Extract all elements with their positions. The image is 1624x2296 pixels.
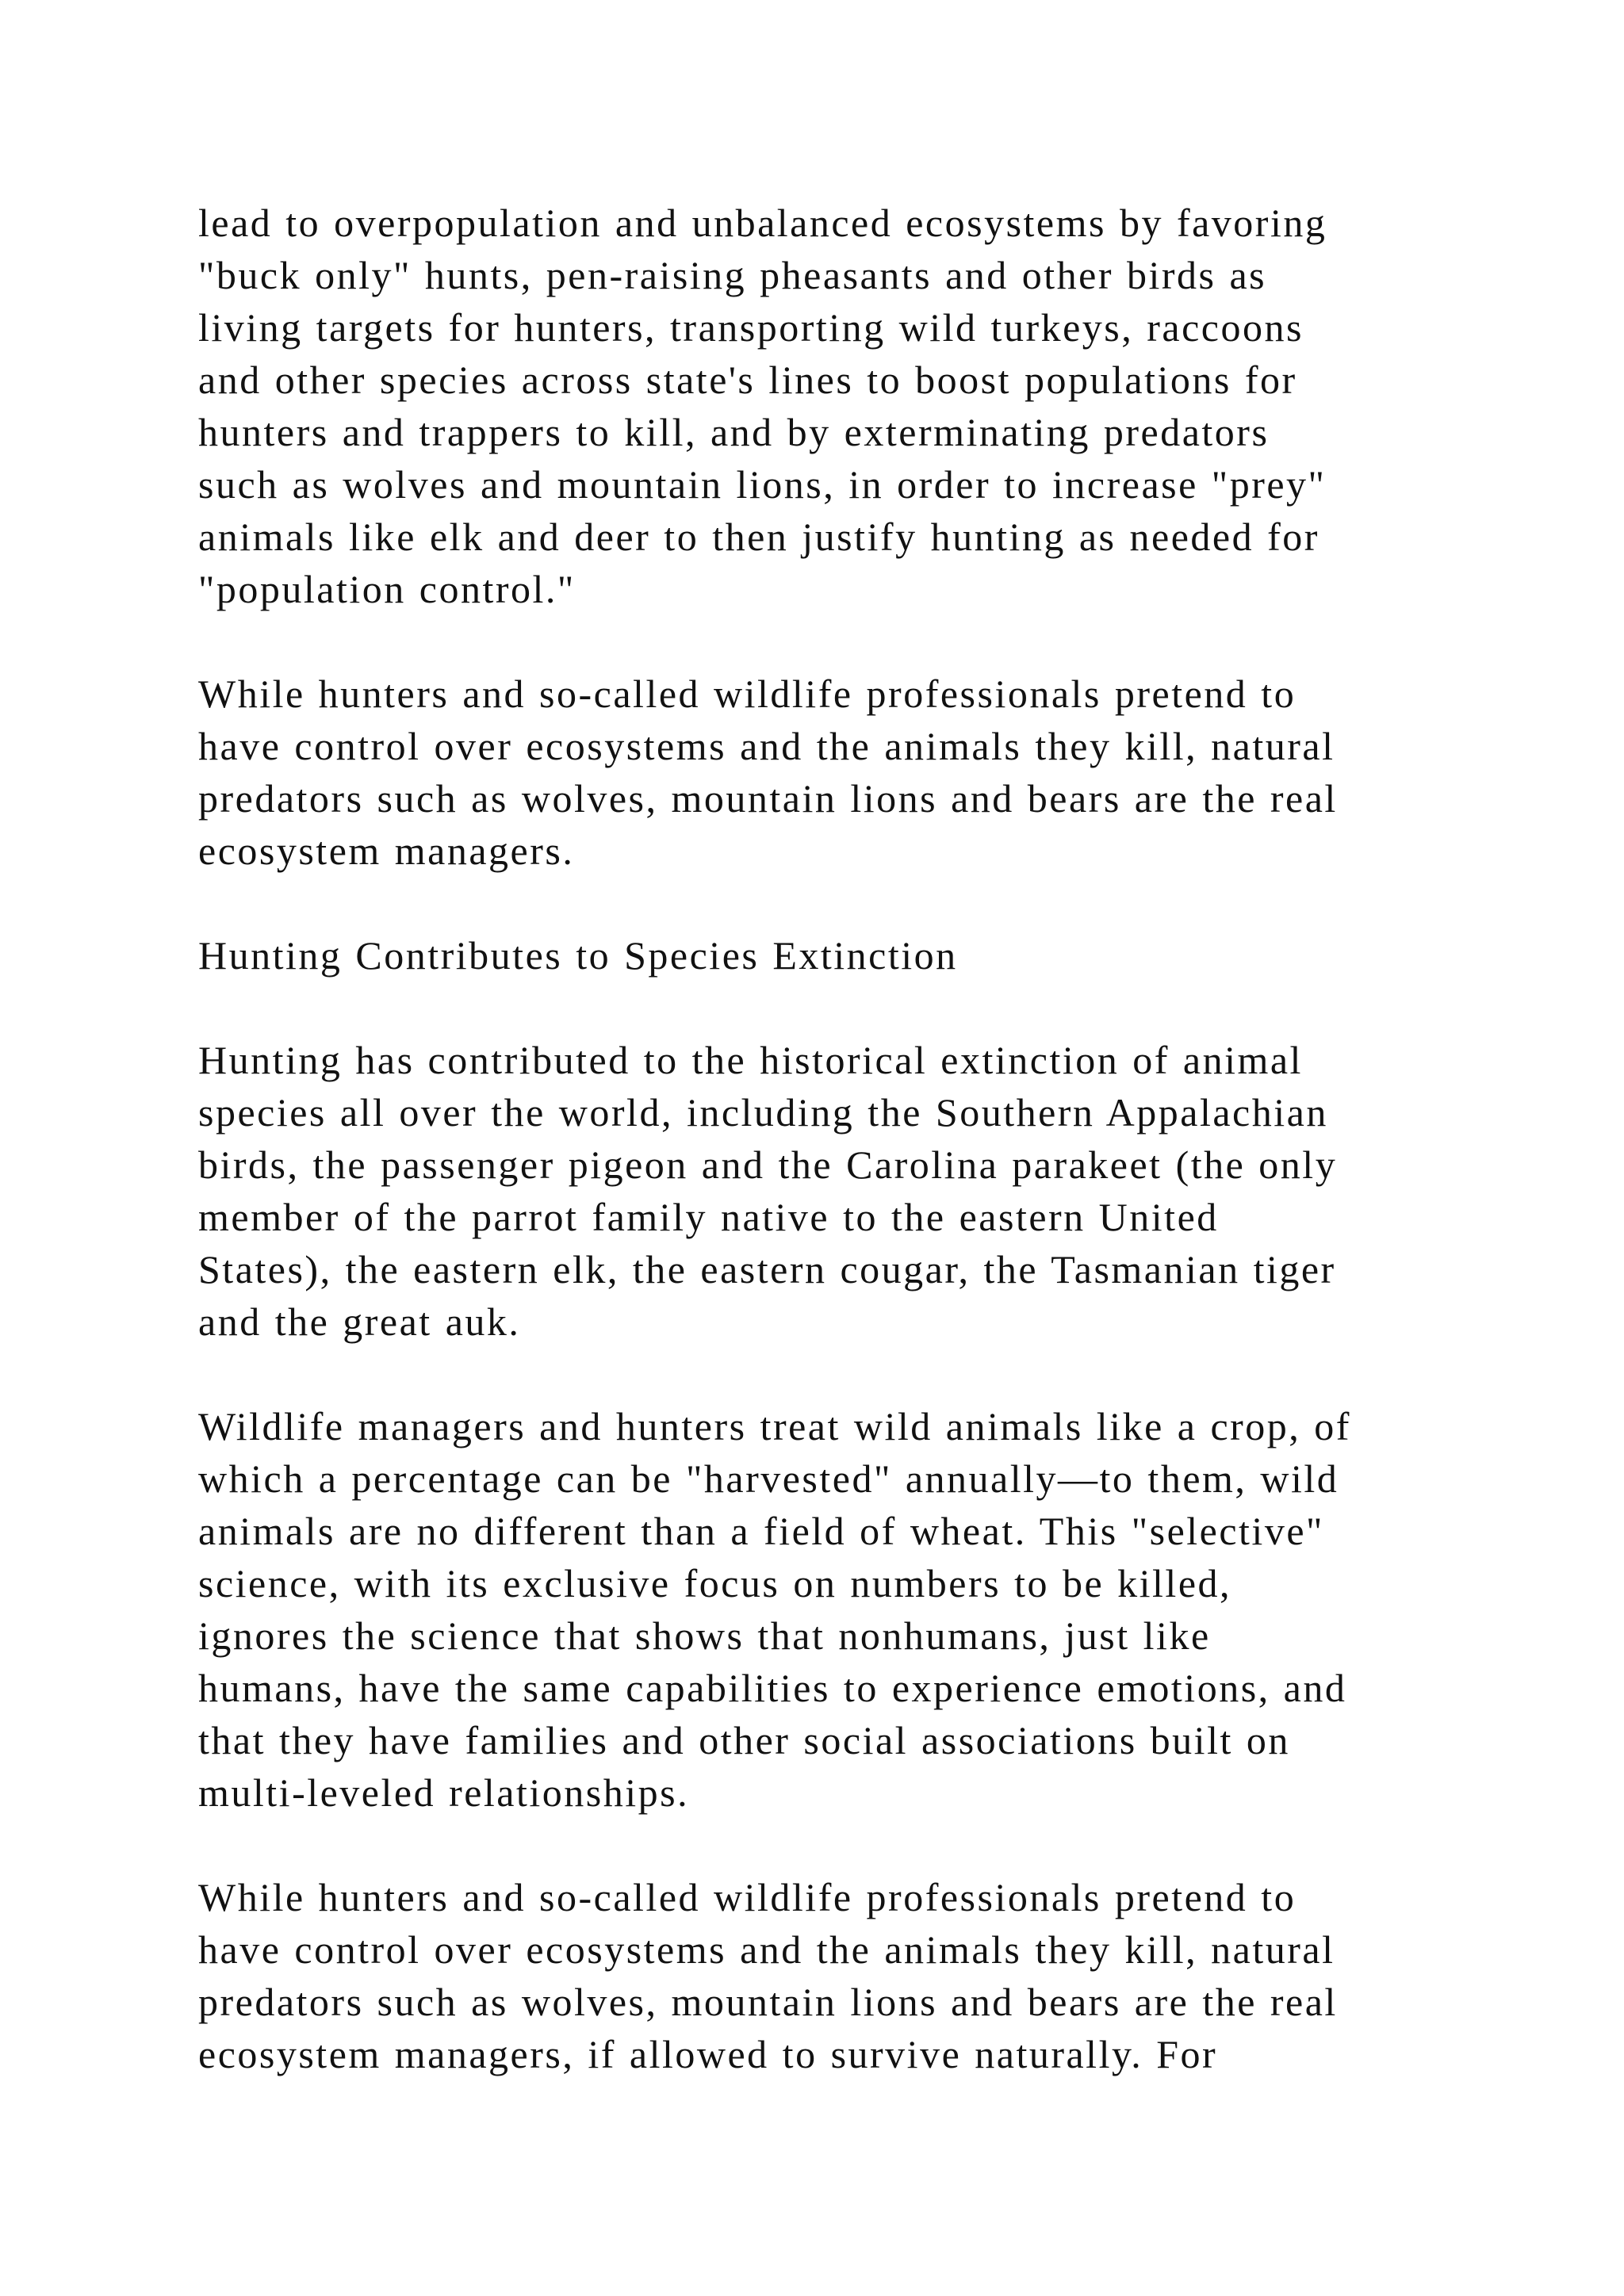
text-line: that they have families and other social associations built on (198, 1718, 1290, 1762)
text-line: multi-leveled relationships. (198, 1770, 690, 1815)
text-line: Hunting has contributed to the historical extinction of animal (198, 1038, 1303, 1082)
text-line: member of the parrot family native to the eastern United (198, 1195, 1219, 1239)
heading-line: Hunting Contributes to Species Extinction (198, 933, 958, 978)
text-line: animals like elk and deer to then justify hunting as needed for (198, 515, 1320, 559)
text-line: ignores the science that shows that nonhumans, just like (198, 1613, 1211, 1658)
text-line: which a percentage can be "harvested" annually—to them, wild (198, 1456, 1339, 1501)
text-line: living targets for hunters, transporting wild turkeys, raccoons (198, 305, 1304, 350)
paragraph-crop-management (198, 1400, 1467, 1819)
text-line: predators such as wolves, mountain lions and bears are the real (198, 776, 1338, 821)
paragraph-extinction (198, 1034, 1467, 1348)
text-line: and the great auk. (198, 1299, 521, 1344)
text-line: species all over the world, including the Southern Appalachian (198, 1090, 1328, 1135)
text-line: have control over ecosystems and the animals they kill, natural (198, 1927, 1335, 1972)
section-heading (198, 929, 1467, 982)
paragraph-natural-managers (198, 1871, 1467, 2080)
paragraph-ecosystem-managers (198, 668, 1467, 877)
text-line: ecosystem managers. (198, 828, 575, 873)
text-line: birds, the passenger pigeon and the Carolina parakeet (the only (198, 1142, 1338, 1187)
text-line: "buck only" hunts, pen-raising pheasants and other birds as (198, 253, 1267, 297)
text-line: While hunters and so-called wildlife professionals pretend to (198, 672, 1297, 716)
text-line: "population control." (198, 567, 576, 611)
text-line: humans, have the same capabilities to experience emotions, and (198, 1666, 1347, 1710)
text-line: States), the eastern elk, the eastern cougar, the Tasmanian tiger (198, 1247, 1336, 1292)
text-line: science, with its exclusive focus on numbers to be killed, (198, 1561, 1232, 1605)
paragraph-overpopulation (198, 197, 1467, 615)
text-line: ecosystem managers, if allowed to survive naturally. For (198, 2032, 1218, 2076)
text-line: predators such as wolves, mountain lions and bears are the real (198, 1980, 1338, 2024)
text-line: Wildlife managers and hunters treat wild animals like a crop, of (198, 1404, 1351, 1448)
text-line: hunters and trappers to kill, and by exterminating predators (198, 410, 1270, 454)
text-line: animals are no different than a field of wheat. This "selective" (198, 1509, 1324, 1553)
document-body (198, 197, 1467, 2133)
text-line: and other species across state's lines to boost populations for (198, 358, 1297, 402)
text-line: have control over ecosystems and the animals they kill, natural (198, 724, 1335, 768)
text-line: lead to overpopulation and unbalanced ecosystems by favoring (198, 201, 1327, 245)
text-line: such as wolves and mountain lions, in order to increase "prey" (198, 462, 1327, 507)
text-line: While hunters and so-called wildlife professionals pretend to (198, 1875, 1297, 1919)
